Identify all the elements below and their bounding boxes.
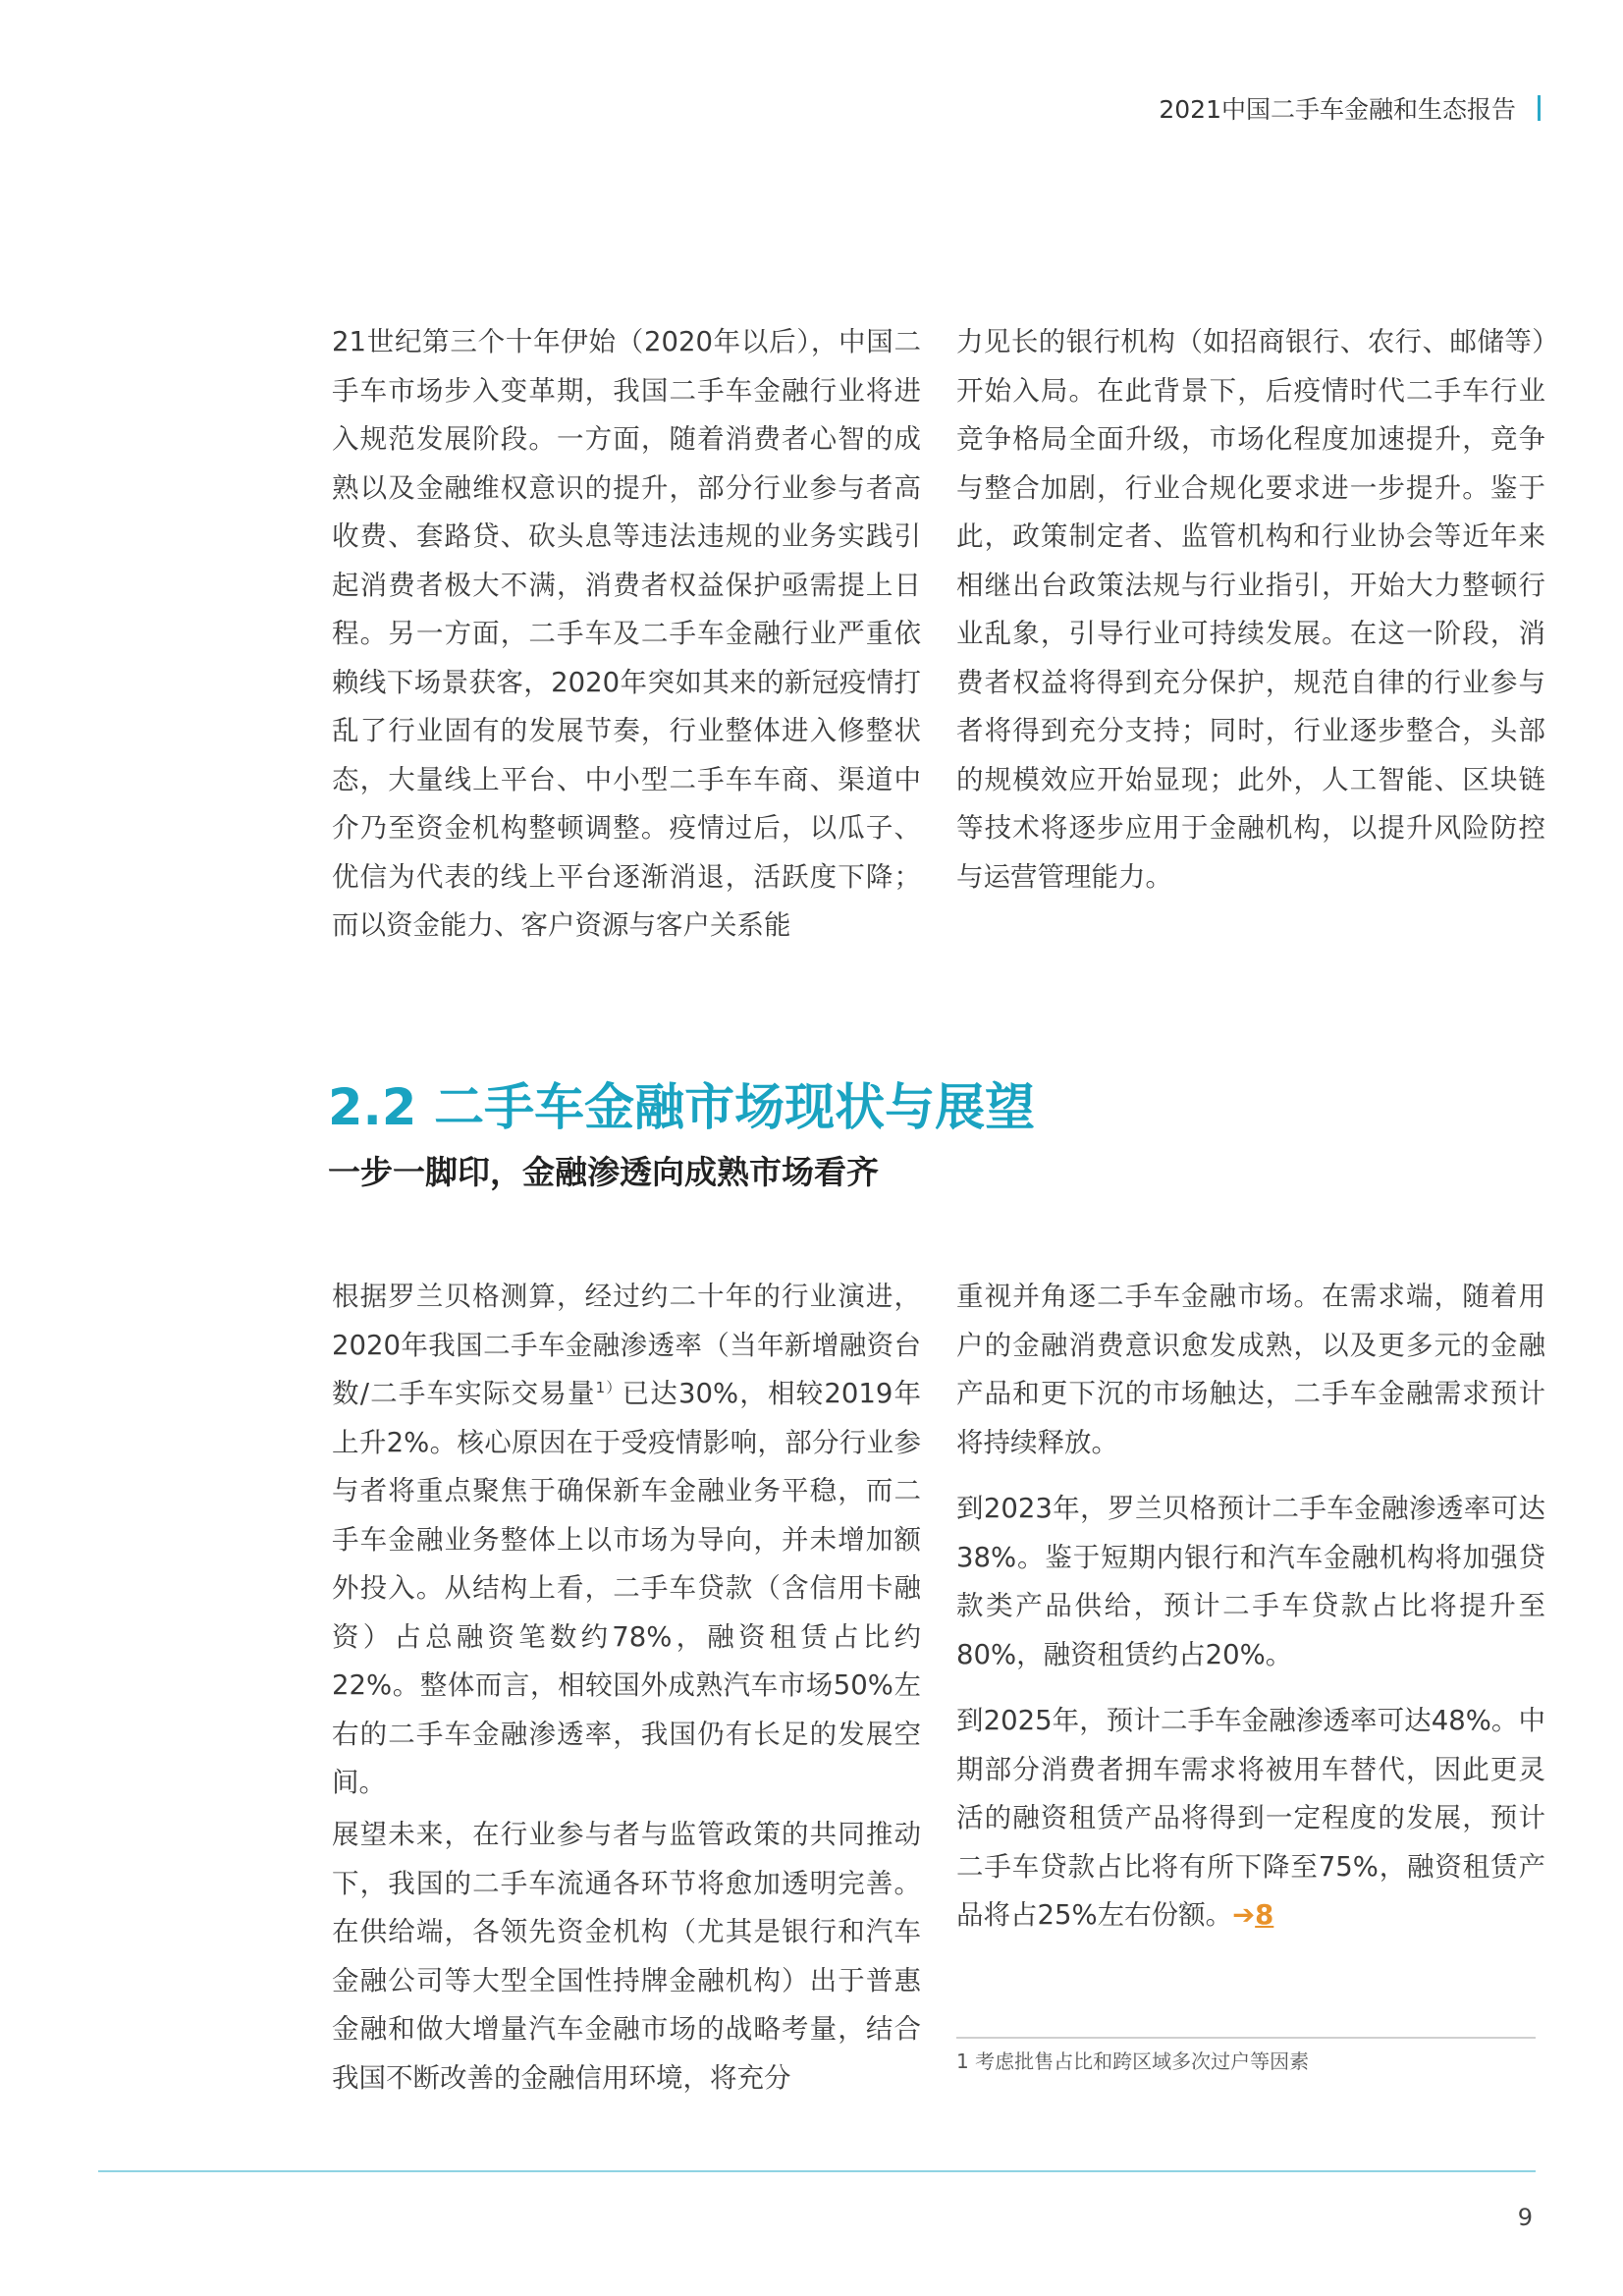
- section-subtitle: 一步一脚印，金融渗透向成熟市场看齐: [328, 1153, 879, 1191]
- body-right-paragraph-3: [956, 1697, 1545, 1941]
- body-right-paragraph-2: 到2023年，罗兰贝格预计二手车金融渗透率可达38%。鉴于短期内银行和汽车金融机构将加强贷款类产品供给，预计二手车贷款占比将提升至80%，融资租赁约占20%。: [956, 1493, 1545, 1670]
- reference-number: 8: [1255, 1899, 1274, 1931]
- body-left-paragraph-2: 展望未来，在行业参与者与监管政策的共同推动下，我国的二手车流通各环节将愈加透明完善。在供给端，各领先资金机构（尤其是银行和汽车金融公司等大型全国性持牌金融机构）出于普惠金融和做大增量汽车金融市场的战略考量，结合我国不断改善的金融信用环境，将充分: [332, 1819, 921, 2094]
- footer-divider: [98, 2170, 1536, 2172]
- body-left-paragraph-1: [332, 1273, 921, 1808]
- page-number: 9: [1517, 2204, 1533, 2231]
- reference-link[interactable]: [1232, 1899, 1273, 1931]
- intro-left-paragraph: 21世纪第三个十年伊始（2020年以后），中国二手车市场步入变革期，我国二手车金融行业将进入规范发展阶段。一方面，随着消费者心智的成熟以及金融维权意识的提升，部分行业参与者高收费、套路贷、砍头息等违法违规的业务实践引起消费者极大不满，消费者权益保护亟需提上日程。另一方面，二手车及二手车金融行业严重依赖线下场景获客，2020年突如其来的新冠疫情打乱了行业固有的发展节奏，行业整体进入修整状态，大量线上平台、中小型二手车车商、渠道中介乃至资金机构整顿调整。疫情过后，以瓜子、优信为代表的线上平台逐渐消退，活跃度下降；而以资金能力、客户资源与客户关系能: [332, 326, 921, 941]
- section-title: 2.2 二手车金融市场现状与展望: [328, 1079, 1036, 1137]
- body-left-p1-part1: 根据罗兰贝格测算，经过约二十年的行业演进，2020年我国二手车金融渗透率（当年新增融资台数/二手车实际交易量: [332, 1281, 921, 1409]
- body-right-paragraph-1: 重视并角逐二手车金融市场。在需求端，随着用户的金融消费意识愈发成熟，以及更多元的金融产品和更下沉的市场触达，二手车金融需求预计将持续释放。: [956, 1281, 1545, 1458]
- footnote-marker[interactable]: 1）: [595, 1378, 622, 1396]
- header-accent-bar: [1538, 95, 1541, 121]
- footnote-divider: [956, 2037, 1536, 2039]
- footnote-text: 1 考虑批售占比和跨区域多次过户等因素: [956, 2050, 1310, 2073]
- report-title: 2021中国二手车金融和生态报告: [1159, 95, 1516, 124]
- arrow-right-icon: ➔: [1232, 1899, 1256, 1931]
- body-right-p3-text: 到2025年，预计二手车金融渗透率可达48%。中期部分消费者拥车需求将被用车替代，因此更灵活的融资租赁产品将得到一定程度的发展，预计二手车贷款占比将有所下降至75%，融资租赁产品将占25%左右份额。: [956, 1705, 1545, 1931]
- body-left-p1-part2: 已达30%，相较2019年上升2%。核心原因在于受疫情影响，部分行业参与者将重点聚焦于确保新车金融业务平稳，而二手车金融业务整体上以市场为导向，并未增加额外投入。从结构上看，二手车贷款（含信用卡融资）占总融资笔数约78%，融资租赁占比约22%。整体而言，相较国外成熟汽车市场50%左右的二手车金融渗透率，我国仍有长足的发展空间。: [332, 1378, 922, 1798]
- running-header: [1159, 90, 1541, 126]
- intro-right-paragraph: 力见长的银行机构（如招商银行、农行、邮储等）开始入局。在此背景下，后疫情时代二手车行业竞争格局全面升级，市场化程度加速提升，竞争与整合加剧，行业合规化要求进一步提升。鉴于此，政策制定者、监管机构和行业协会等近年来相继出台政策法规与行业指引，开始大力整顿行业乱象，引导行业可持续发展。在这一阶段，消费者权益将得到充分保护，规范自律的行业参与者将得到充分支持；同时，行业逐步整合，头部的规模效应开始显现；此外，人工智能、区块链等技术将逐步应用于金融机构，以提升风险防控与运营管理能力。: [956, 326, 1545, 893]
